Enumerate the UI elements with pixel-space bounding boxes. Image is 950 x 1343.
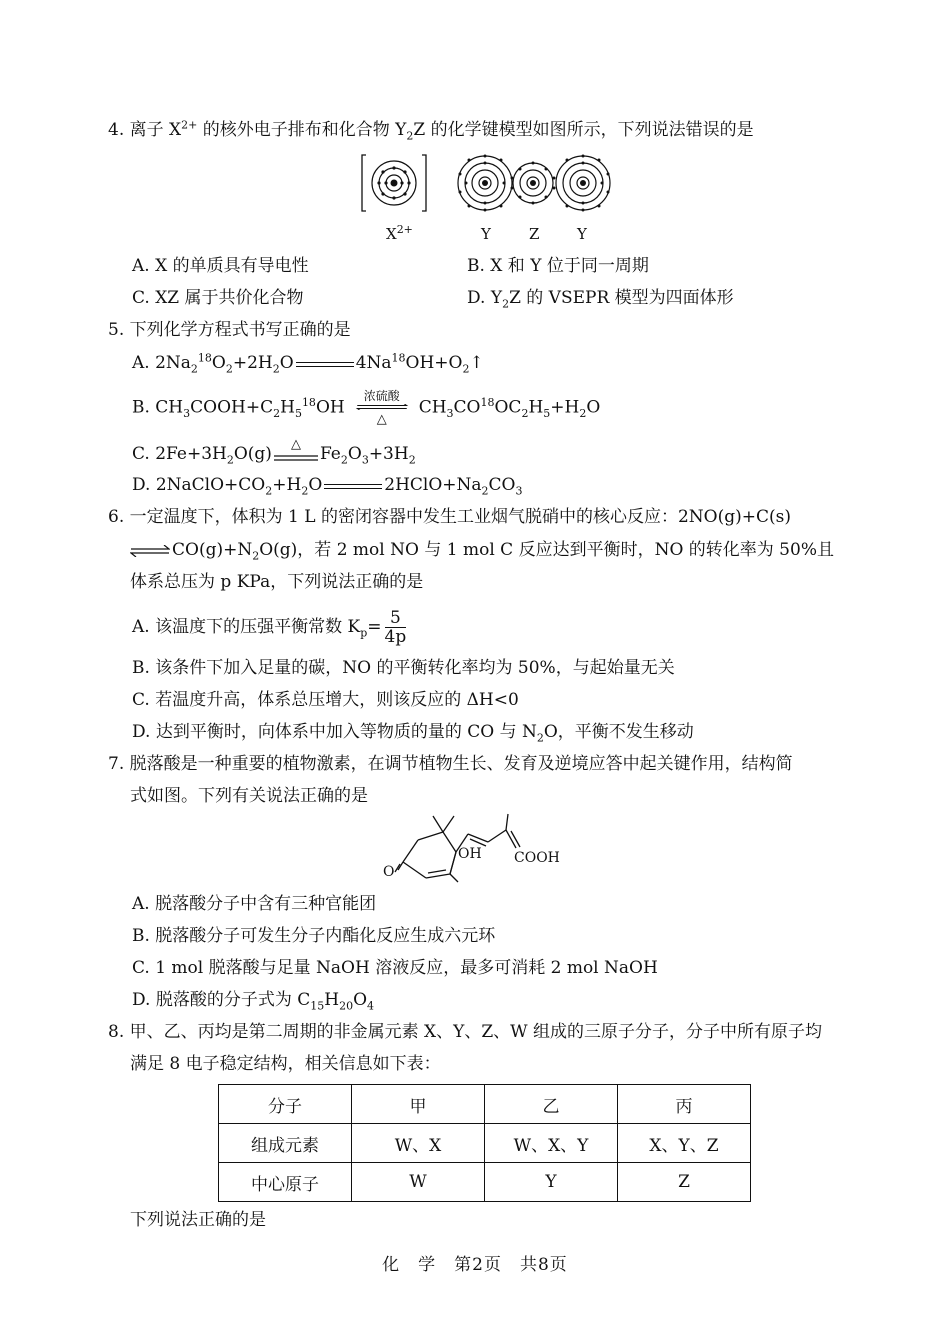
q6-stem-line2: $CO(g)+N_2O(g)$，若 2 mol NO 与 1 mol C 反应达到平衡时，NO 的转化率为 50%且 bbox=[130, 539, 834, 561]
q6-option-b: B. 该条件下加入足量的碳，NO 的平衡转化率均为 50%，与起始量无关 bbox=[132, 658, 675, 678]
q5-option-a: A. $2Na_2^{18}O_2+2H_2O$ $4Na^{18}OH+O_2↑$ bbox=[132, 351, 484, 376]
label-x2plus: $X^{2+}$ bbox=[386, 223, 413, 243]
table-cell: W bbox=[352, 1163, 485, 1202]
q8-info-table bbox=[218, 1084, 751, 1202]
q7-stem-line2: 式如图。下列有关说法正确的是 bbox=[130, 786, 368, 806]
table-row bbox=[219, 1124, 751, 1163]
q8-stem-line1: 8. 甲、乙、丙均是第二周期的非金属元素 X、Y、Z、W 组成的三原子分子，分子中所有原子均 bbox=[108, 1022, 823, 1042]
q8-stem-line2: 满足 8 电子稳定结构，相关信息如下表： bbox=[130, 1054, 441, 1074]
q4-option-c: C. XZ 属于共价化合物 bbox=[132, 288, 304, 308]
q6-option-c: C. 若温度升高，体系总压增大，则该反应的 ΔH<0 bbox=[132, 690, 519, 710]
reversible-arrow: 浓硫酸 △ bbox=[347, 391, 417, 425]
table-cell: X、Y、Z bbox=[618, 1124, 751, 1163]
y2z-bond-model bbox=[455, 154, 615, 214]
q5-stem: 5. 下列化学方程式书写正确的是 bbox=[108, 320, 351, 340]
label-y2: Y bbox=[577, 225, 587, 243]
table-cell: W、X、Y bbox=[485, 1124, 618, 1163]
ion-x2plus-diagram bbox=[358, 152, 430, 214]
equals-arrow bbox=[324, 479, 382, 493]
table-header-cell: 甲 bbox=[352, 1085, 485, 1124]
q6-stem-line1: 6. 一定温度下，体积为 1 L 的密闭容器中发生工业烟气脱硝中的核心反应：2NO(g)+C(s) bbox=[108, 507, 791, 527]
q7-option-d: D. 脱落酸的分子式为 $C_{15}H_{20}O_4$ bbox=[132, 990, 375, 1013]
q4-option-b: B. X 和 Y 位于同一周期 bbox=[467, 256, 649, 276]
q6-option-a: A. 该温度下的压强平衡常数 $K_p=$ $\frac{5}{4p}$ bbox=[132, 608, 407, 647]
q4-option-a: A. X 的单质具有导电性 bbox=[132, 256, 309, 276]
equals-arrow bbox=[296, 357, 354, 371]
struct-oh: OH bbox=[458, 846, 482, 862]
struct-cooh: COOH bbox=[514, 850, 560, 866]
q5-option-b: B. $CH_3COOH+C_2H_5^{18}OH$ 浓硫酸 △ $CH_3CO^{18}OC_2H_5+H_2O$ bbox=[132, 389, 601, 427]
q7-option-a: A. 脱落酸分子中含有三种官能团 bbox=[132, 894, 377, 914]
q4-option-d: D. $Y_2Z$ 的 VSEPR 模型为四面体形 bbox=[467, 288, 734, 311]
table-header-row bbox=[219, 1085, 751, 1124]
q6-stem-line3: 体系总压为 p KPa，下列说法正确的是 bbox=[130, 572, 424, 592]
page-footer: 化 学 第2页 共8页 bbox=[382, 1255, 568, 1275]
q7-stem-line1: 7. 脱落酸是一种重要的植物激素，在调节植物生长、发育及逆境应答中起关键作用，结构简 bbox=[108, 754, 793, 774]
table-row bbox=[219, 1163, 751, 1202]
reversible-arrow bbox=[130, 545, 170, 557]
q4-stem: 4. 离子 $X^{2+}$ 的核外电子排布和化合物 $Y_2Z$ 的化学键模型如图所示，下列说法错误的是 bbox=[108, 118, 754, 143]
table-cell: 组成元素 bbox=[219, 1124, 352, 1163]
q6-option-d: D. 达到平衡时，向体系中加入等物质的量的 CO 与 $N_2O$，平衡不发生移动 bbox=[132, 722, 694, 745]
struct-o: O bbox=[383, 864, 395, 880]
fraction: $\frac{5}{4p}$ bbox=[384, 608, 407, 647]
table-cell: W、X bbox=[352, 1124, 485, 1163]
table-header-cell: 丙 bbox=[618, 1085, 751, 1124]
q7-option-b: B. 脱落酸分子可发生分子内酯化反应生成六元环 bbox=[132, 926, 496, 946]
q5-option-c: C. $2Fe+3H_2O(g)$ △ $Fe_2O_3+3H_2$ bbox=[132, 436, 416, 467]
q8-after-table: 下列说法正确的是 bbox=[130, 1210, 266, 1230]
table-cell: Z bbox=[618, 1163, 751, 1202]
heat-equals-arrow: △ bbox=[290, 436, 301, 452]
table-cell: 中心原子 bbox=[219, 1163, 352, 1202]
table-header-cell: 分子 bbox=[219, 1085, 352, 1124]
table-cell: Y bbox=[485, 1163, 618, 1202]
q7-option-c: C. 1 mol 脱落酸与足量 NaOH 溶液反应，最多可消耗 2 mol NaOH bbox=[132, 958, 658, 978]
label-z: Z bbox=[529, 225, 540, 243]
table-header-cell: 乙 bbox=[485, 1085, 618, 1124]
q5-option-d: D. $2NaClO+CO_2+H_2O$ $2HClO+Na_2CO_3$ bbox=[132, 475, 523, 498]
label-y1: Y bbox=[481, 225, 491, 243]
